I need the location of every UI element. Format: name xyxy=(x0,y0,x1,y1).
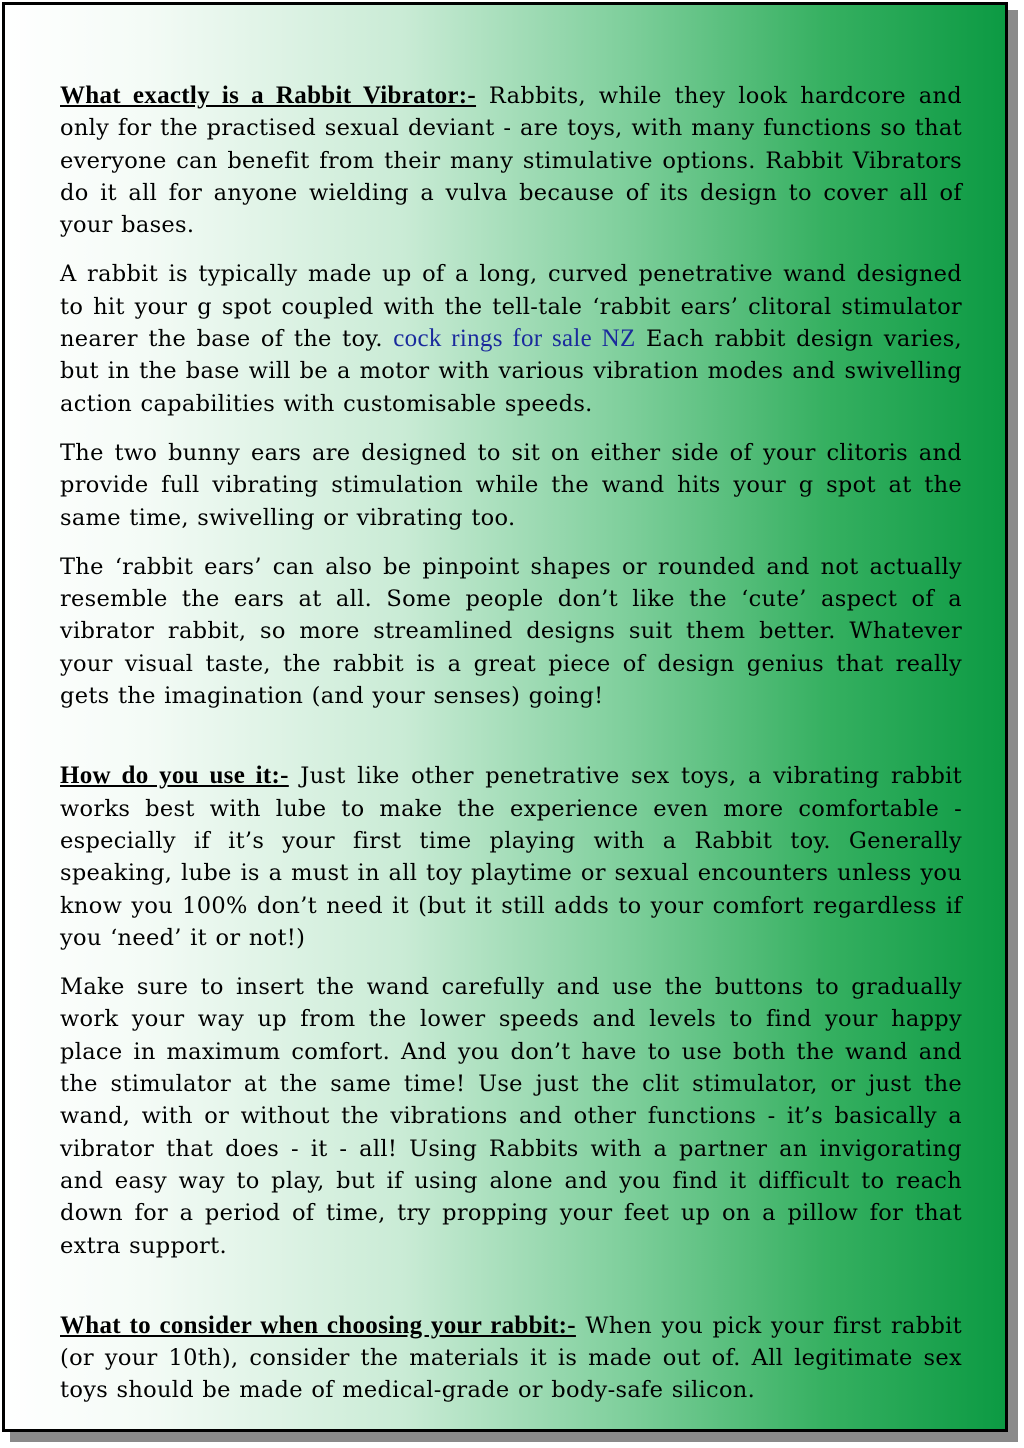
paragraph-rabbit-anatomy xyxy=(60,258,962,419)
heading-choosing-rabbit: What to consider when choosing your rabbit:- xyxy=(60,1311,576,1339)
paragraph-bunny-ears: The two bunny ears are designed to sit on either side of your clitoris and provide full vibrating stimulation while the wand hits your g spot at the same time, swivelling or vibrating too. xyxy=(60,439,962,531)
paragraph-text: A rabbit is typically made up of a long, curved penetrative wand designed to hit your g spot coupled with the tell-tale ‘rabbit ears’ clitoral stimulator nearer the base of the toy. xyxy=(60,261,962,353)
heading-what-is-rabbit-vibrator: What exactly is a Rabbit Vibrator:- xyxy=(60,82,477,109)
section-rabbit-vibrator-intro xyxy=(60,80,962,241)
paragraph-ear-shapes: The ‘rabbit ears’ can also be pinpoint shapes or rounded and not actually resemble the ears at all. Some people don’t like the ‘cute’ aspect of a vibrator rabbit, so more streamlined designs suit them better. Whatever your visual taste, the rabbit is a great piece of design genius that really gets the imagination (and your senses) going! xyxy=(60,553,962,710)
paragraph-usage-tips: Make sure to insert the wand carefully and use the buttons to gradually work your way up from the lower speeds and levels to find your happy place in maximum comfort. And you don’t have to use both the wand and the stimulator at the same time! Use just the clit stimulator, or just the wand, with or without the vibrations and other functions - it’s basically a vibrator that does - it - all! Using Rabbits with a partner an invigorating and easy way to play, but if using alone and you find it difficult to reach down for a period of time, try propping your feet up on a pillow for that extra support. xyxy=(60,974,962,1259)
paragraph-text: Rabbits, while they look hardcore and only for the practised sexual deviant - are toys, with many functions so that everyone can benefit from their many stimulative options. Rabbit Vibrators do it all for anyone wielding a vulva because of its design to cover all of your bases. xyxy=(60,83,962,239)
paragraph-text: When you pick your first rabbit (or your 10th), consider the materials it is made out of. All legitimate sex toys should be made of medical-grade or body-safe silicon. xyxy=(60,1312,962,1404)
section-spacer xyxy=(60,1279,962,1310)
section-how-to-use-intro xyxy=(60,760,962,954)
heading-how-to-use: How do you use it:- xyxy=(60,762,289,790)
document-content xyxy=(60,80,962,1424)
cock-rings-link[interactable]: cock rings for sale NZ xyxy=(393,325,636,353)
paragraph-text: Just like other penetrative sex toys, a vibrating rabbit works best with lube to make the experience even more comfortable - especially if it’s your first time playing with a Rabbit toy. Generally speaking, lube is a must in all toy playtime or sexual encounters unless you know you 100% don’t need it (but it still adds to your comfort regardless if you ‘need’ it or not!) xyxy=(60,763,962,951)
section-spacer xyxy=(60,729,962,760)
paragraph-text: Each rabbit design varies, but in the base will be a motor with various vibration modes and swivelling action capabilities with customisable speeds. xyxy=(60,326,962,417)
document-page xyxy=(2,2,1008,1432)
section-choosing-rabbit-intro xyxy=(60,1310,962,1407)
